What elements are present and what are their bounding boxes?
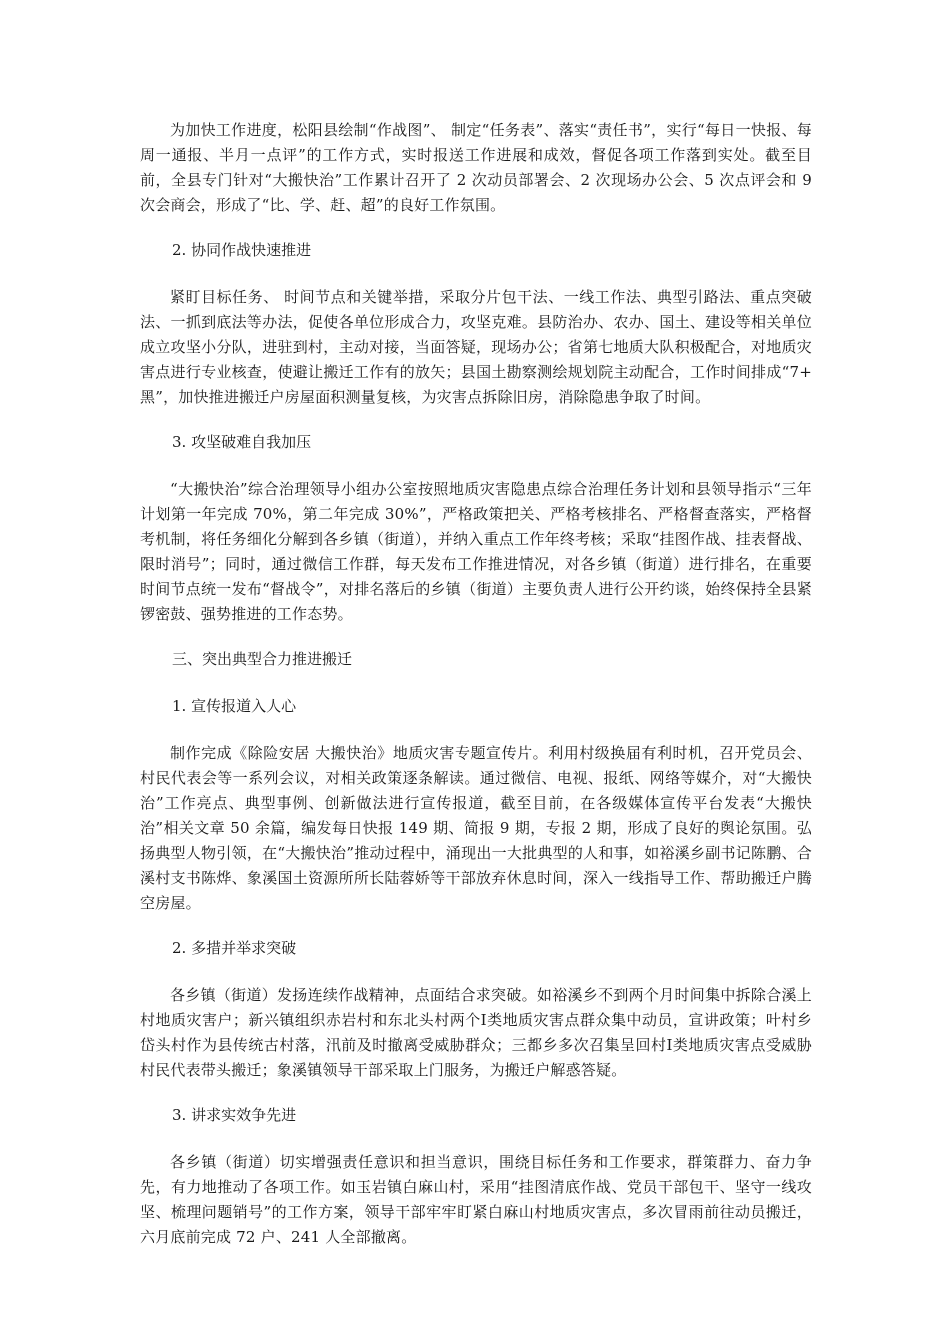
section-heading-typical-examples: 三、突出典型合力推进搬迁 <box>172 650 353 668</box>
heading-publicity: 1. 宣传报道入人心 <box>172 697 297 715</box>
heading-coordinated-operations: 2. 协同作战快速推进 <box>172 241 312 259</box>
paragraph-practical-results: 各乡镇（街道）切实增强责任意识和担当意识，围绕目标任务和工作要求，群策群力、奋力争先，有力地推动了各项工作。如玉岩镇白麻山村，采用“挂图清底作战、党员干部包干、坚守一线攻坚、梳理问题销号”的工作方案，领导干部牢牢盯紧白麻山村地质灾害点，多次冒雨前往动员搬迁，六月底前完成 72 户、241 人全部撤离。 <box>140 1153 812 1246</box>
heading-multiple-measures: 2. 多措并举求突破 <box>172 939 297 957</box>
heading-practical-results: 3. 讲求实效争先进 <box>172 1106 297 1124</box>
paragraph-coordinated-operations: 紧盯目标任务、 时间节点和关键举措，采取分片包干法、一线工作法、典型引路法、重点突破法、一抓到底法等办法，促使各单位形成合力，攻坚克难。县防治办、农办、国土、建设等相关单位成立攻坚小分队，进驻到村，主动对接，当面答疑，现场办公；省第七地质大队积极配合，对地质灾害点进行专业核查，使避让搬迁工作有的放矢；县国土勘察测绘规划院主动配合，工作时间排成“7+ 黑”，加快推进搬迁户房屋面积测量复核，为灾害点拆除旧房，消除隐患争取了时间。 <box>140 288 812 406</box>
document-body <box>140 118 812 1250</box>
heading-self-pressure: 3. 攻坚破难自我加压 <box>172 433 312 451</box>
paragraph-publicity: 制作完成《除险安居 大搬快治》地质灾害专题宣传片。利用村级换届有利时机，召开党员会、村民代表会等一系列会议，对相关政策逐条解读。通过微信、电视、报纸、网络等媒介，对“大搬快治”工作亮点、典型事例、创新做法进行宣传报道，截至目前，在各级媒体宣传平台发表“大搬快治”相关文章 50 余篇，编发每日快报 149 期、简报 9 期，专报 2 期，形成了良好的舆论氛围。弘扬典型人物引领，在“大搬快治”推动过程中，涌现出一大批典型的人和事，如裕溪乡副书记陈鹏、合溪村支书陈烨、象溪国土资源所所长陆蓉娇等干部放弃休息时间，深入一线指导工作、帮助搬迁户腾空房屋。 <box>140 744 812 912</box>
paragraph-multiple-measures: 各乡镇（街道）发扬连续作战精神，点面结合求突破。如裕溪乡不到两个月时间集中拆除合溪上村地质灾害户；新兴镇组织赤岩村和东北头村两个Ⅰ类地质灾害点群众集中动员，宣讲政策；叶村乡岱头村作为县传统古村落，汛前及时撤离受威胁群众；三都乡多次召集呈回村Ⅰ类地质灾害点受威胁村民代表带头搬迁；象溪镇领导干部采取上门服务，为搬迁户解惑答疑。 <box>140 986 812 1079</box>
paragraph-progress-measures: 为加快工作进度，松阳县绘制“作战图”、 制定“任务表”、落实“责任书”，实行“每日一快报、每周一通报、半月一点评”的工作方式，实时报送工作进展和成效，督促各项工作落到实处。截至目前，全县专门针对“大搬快治”工作累计召开了 2 次动员部署会、2 次现场办公会、5 次点评会和 9 次会商会，形成了“比、学、赶、超”的良好工作氛围。 <box>140 121 812 214</box>
paragraph-self-pressure: “大搬快治”综合治理领导小组办公室按照地质灾害隐患点综合治理任务计划和县领导指示“三年计划第一年完成 70%，第二年完成 30%”，严格政策把关、严格考核排名、严格督查落实，严格督考机制，将任务细化分解到各乡镇（街道），并纳入重点工作年终考核；采取“挂图作战、挂表督战、限时消号”；同时，通过微信工作群，每天发布工作推进情况，对各乡镇（街道）进行排名，在重要时间节点统一发布“督战令”，对排名落后的乡镇（街道）主要负责人进行公开约谈，始终保持全县紧锣密鼓、强势推进的工作态势。 <box>140 480 812 623</box>
